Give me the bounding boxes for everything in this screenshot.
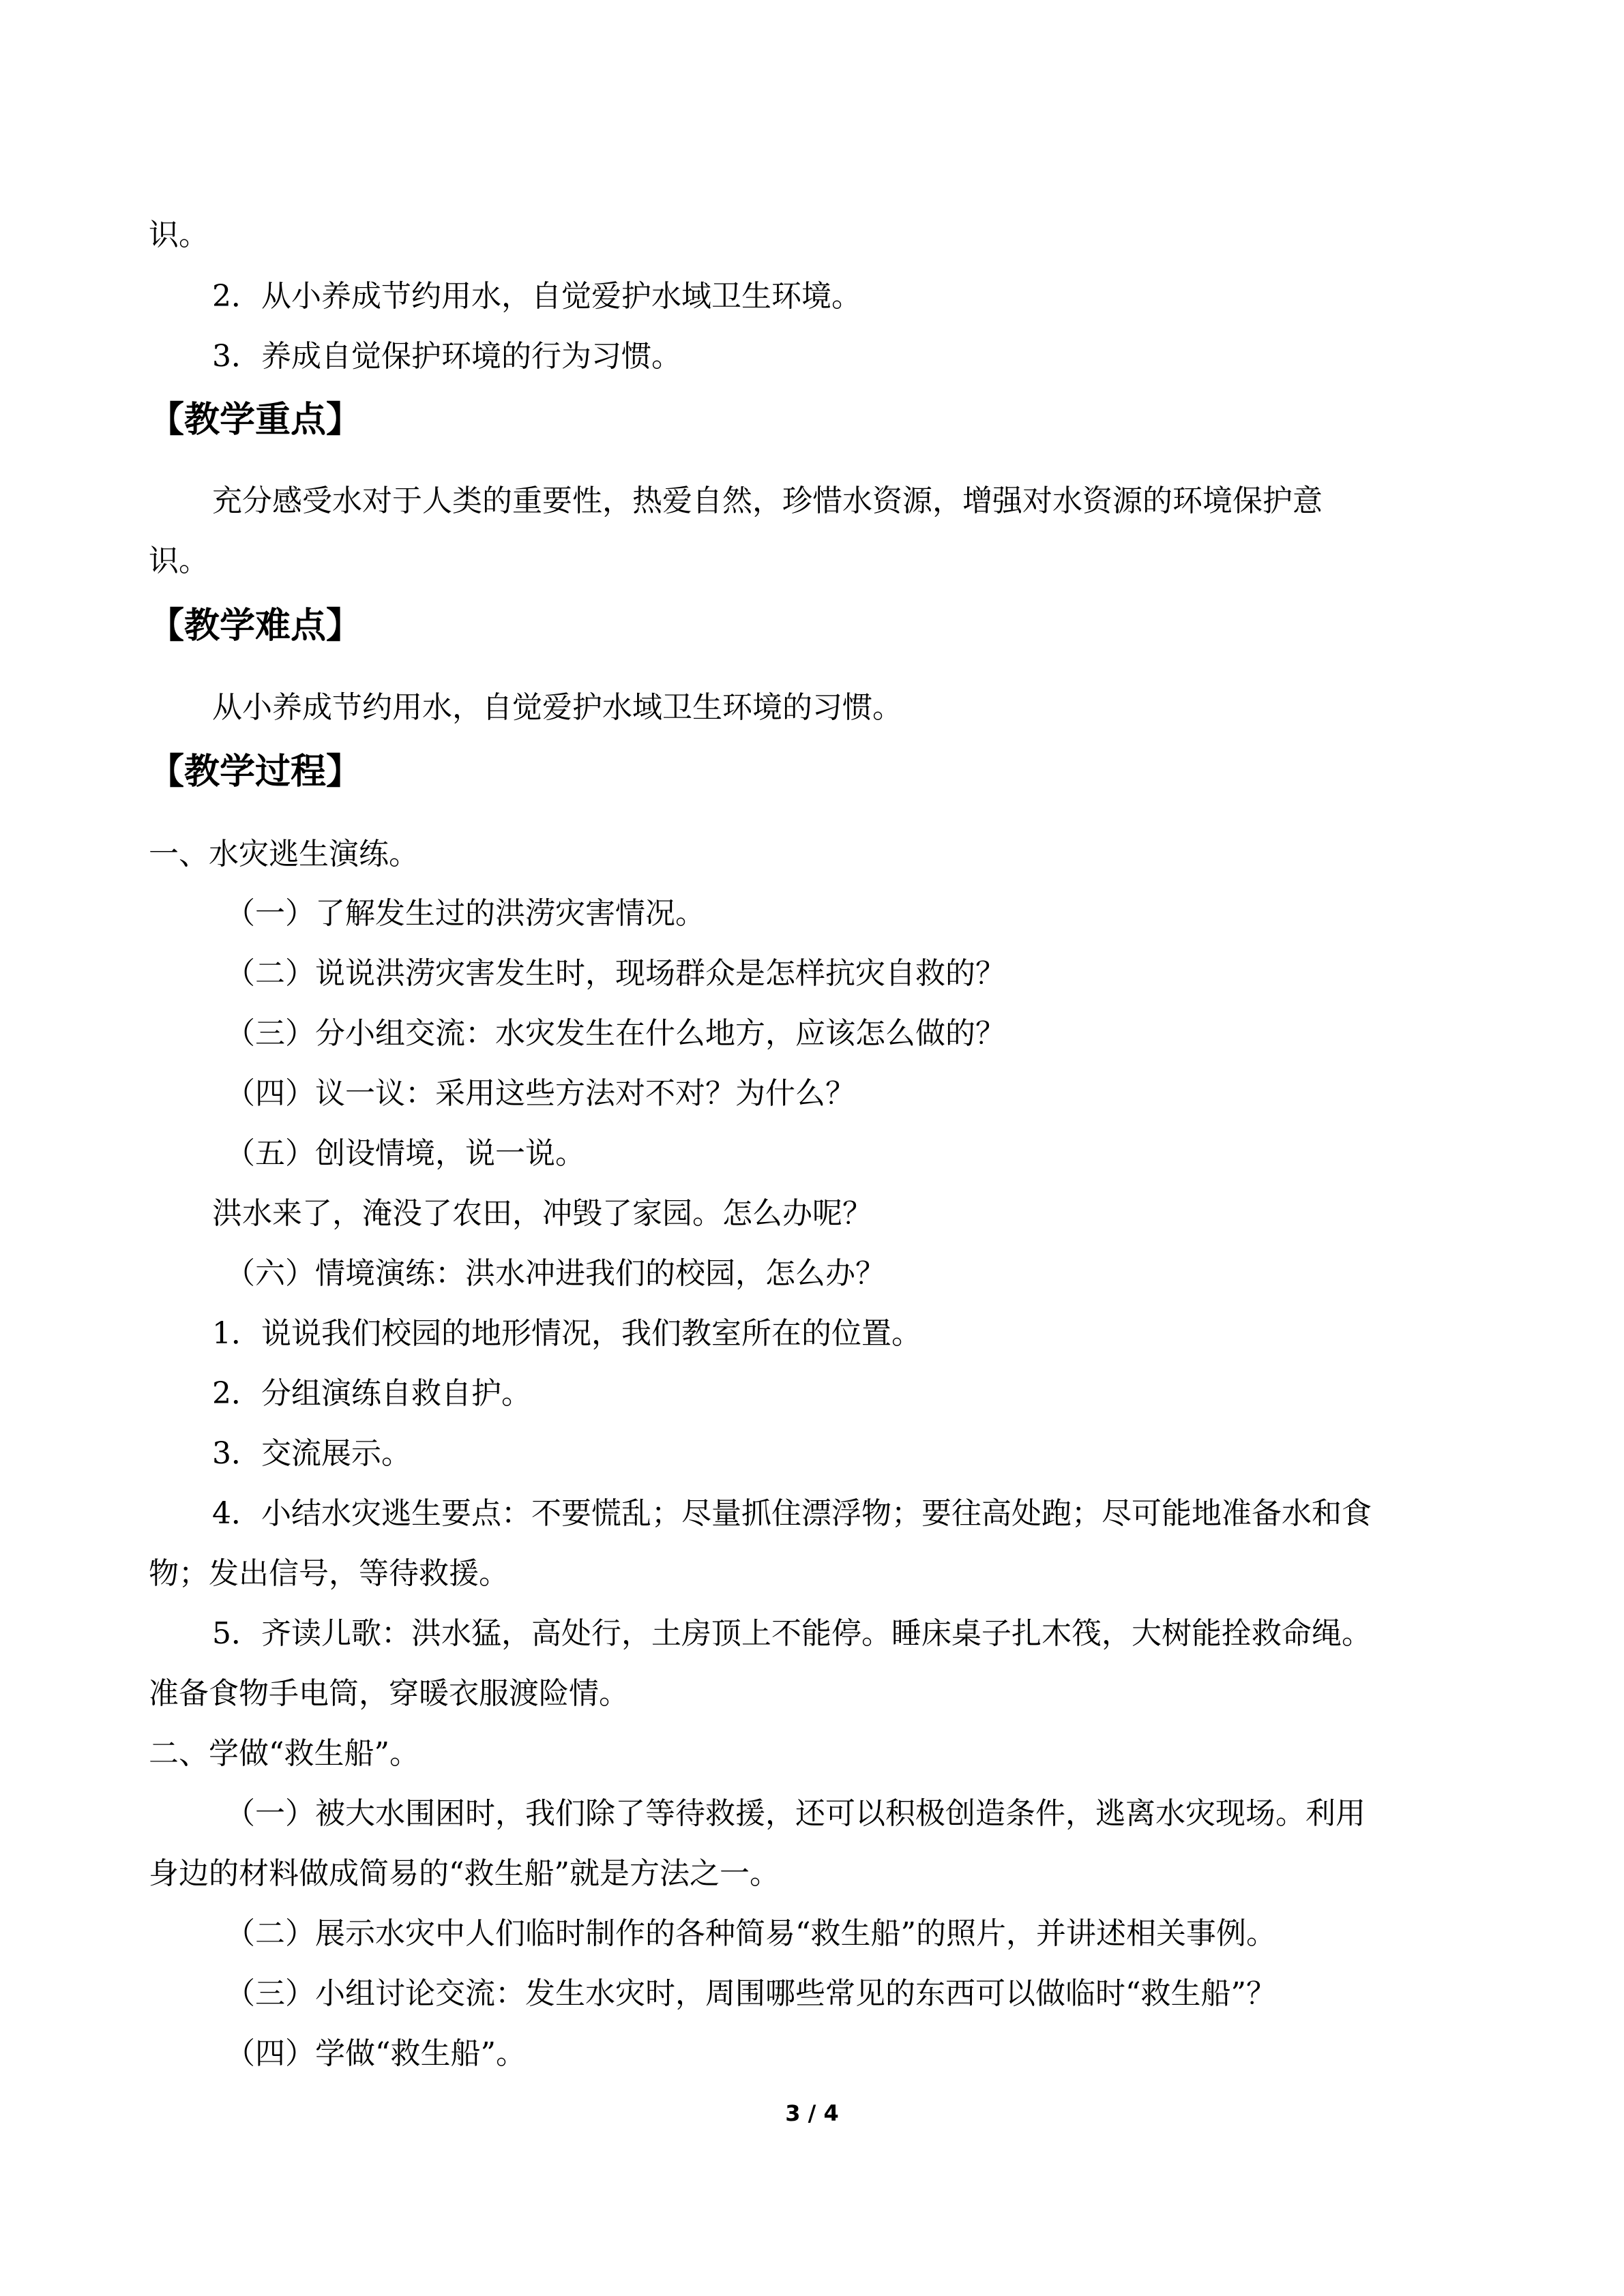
list-item: （二）展示水灾中人们临时制作的各种简易“救生船”的照片，并讲述相关事例。 — [225, 1916, 1276, 1951]
paragraph-line: 准备食物手电筒，穿暖衣服渡险情。 — [149, 1676, 629, 1711]
paragraph-line: 物；发出信号，等待救援。 — [149, 1556, 509, 1591]
paragraph-line: 洪水来了，淹没了农田，冲毁了家园。怎么办呢？ — [212, 1196, 872, 1231]
list-item: （三）小组讨论交流：发生水灾时，周围哪些常见的东西可以做临时“救生船”？ — [225, 1976, 1276, 2011]
paragraph-line: 从小养成节约用水，自觉爱护水域卫生环境的习惯。 — [212, 690, 902, 725]
list-item: 一、水灾逃生演练。 — [149, 837, 419, 871]
list-item: 4．小结水灾逃生要点：不要慌乱；尽量抓住漂浮物；要往高处跑；尽可能地准备水和食 — [212, 1496, 1372, 1531]
list-item: 1．说说我们校园的地形情况，我们教室所在的位置。 — [212, 1316, 921, 1351]
list-item: （一）了解发生过的洪涝灾害情况。 — [225, 896, 705, 931]
list-item: 2．分组演练自救自护。 — [212, 1376, 531, 1411]
list-item: 3．养成自觉保护环境的行为习惯。 — [212, 339, 681, 374]
list-item: （四）议一议：采用这些方法对不对？为什么？ — [225, 1076, 855, 1111]
list-item: （五）创设情境，说一说。 — [225, 1136, 585, 1171]
list-item: （四）学做“救生船”。 — [225, 2036, 526, 2071]
paragraph-line: 充分感受水对于人类的重要性，热爱自然，珍惜水资源，增强对水资源的环境保护意 — [212, 483, 1323, 518]
list-item: （三）分小组交流：水灾发生在什么地方，应该怎么做的？ — [225, 1016, 1005, 1051]
list-item: 2．从小养成节约用水，自觉爱护水域卫生环境。 — [212, 279, 861, 314]
list-item: 二、学做“救生船”。 — [149, 1736, 419, 1771]
list-item: 3．交流展示。 — [212, 1436, 411, 1471]
section-heading-process: 【教学过程】 — [149, 751, 362, 792]
paragraph-line: 识。 — [149, 218, 209, 252]
paragraph-line: 身边的材料做成简易的“救生船”就是方法之一。 — [149, 1856, 780, 1891]
section-heading-key-points: 【教学重点】 — [149, 400, 362, 441]
paragraph-line: 识。 — [149, 543, 209, 578]
section-heading-difficulties: 【教学难点】 — [149, 606, 362, 646]
list-item: 5．齐读儿歌：洪水猛，高处行，土房顶上不能停。睡床桌子扎木筏，大树能拴救命绳。 — [212, 1616, 1372, 1651]
list-item: （一）被大水围困时，我们除了等待救援，还可以积极创造条件，逃离水灾现场。利用 — [225, 1796, 1365, 1831]
page-number: 3 / 4 — [785, 2100, 839, 2126]
list-item: （六）情境演练：洪水冲进我们的校园，怎么办？ — [225, 1256, 885, 1291]
list-item: （二）说说洪涝灾害发生时，现场群众是怎样抗灾自救的？ — [225, 956, 1005, 991]
